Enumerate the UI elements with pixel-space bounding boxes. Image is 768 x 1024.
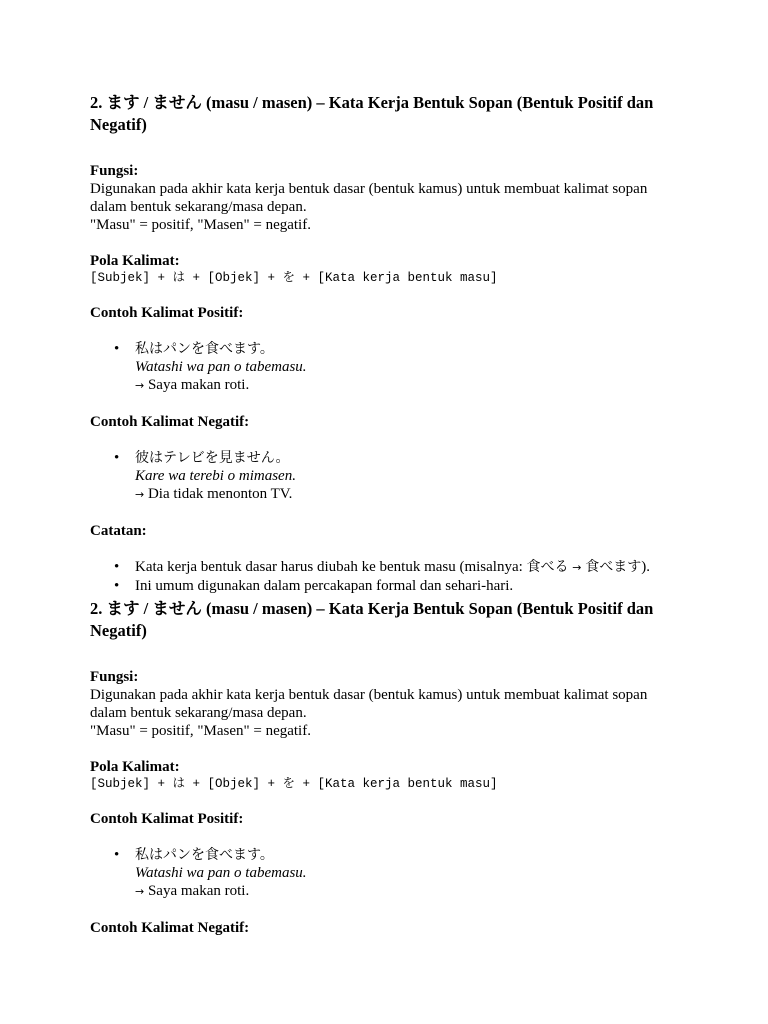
section-1 bbox=[90, 92, 680, 595]
pola-text: [Subjek] + は + [Objek] + を + [Kata kerja bentuk masu] bbox=[90, 777, 498, 791]
example-translation bbox=[135, 485, 680, 504]
section-2 bbox=[90, 598, 680, 955]
pola-label: Pola Kalimat: bbox=[90, 253, 180, 269]
translation-text: Saya makan roti. bbox=[147, 377, 250, 393]
arrow-icon: → bbox=[135, 488, 145, 501]
example-romaji: Kare wa terebi o mimasen. bbox=[135, 468, 296, 484]
negatif-list bbox=[90, 449, 680, 504]
pola-block bbox=[90, 252, 680, 286]
pola-block bbox=[90, 758, 680, 792]
pola-label: Pola Kalimat: bbox=[90, 759, 180, 775]
negatif-heading: Contoh Kalimat Negatif: bbox=[90, 920, 250, 936]
catatan-heading: Catatan: bbox=[90, 523, 147, 539]
example-romaji: Watashi wa pan o tabemasu. bbox=[135, 865, 307, 881]
arrow-icon: → bbox=[135, 379, 145, 392]
fungsi-note: "Masu" = positif, "Masen" = negatif. bbox=[90, 723, 311, 739]
example-japanese: • 彼はテレビを見ません。 bbox=[135, 450, 290, 466]
fungsi-block bbox=[90, 162, 680, 234]
positif-heading: Contoh Kalimat Positif: bbox=[90, 811, 244, 827]
example-translation bbox=[135, 882, 680, 901]
arrow-icon: → bbox=[572, 561, 582, 574]
list-item: • Ini umum digunakan dalam percakapan formal dan sehari-hari. bbox=[135, 577, 680, 595]
fungsi-block bbox=[90, 668, 680, 740]
list-item bbox=[135, 846, 680, 901]
example-romaji: Watashi wa pan o tabemasu. bbox=[135, 359, 307, 375]
catatan-from: 食べる bbox=[526, 559, 569, 575]
example-japanese: • 私はパンを食べます。 bbox=[135, 847, 274, 863]
example-translation bbox=[135, 376, 680, 395]
translation-text: Dia tidak menonton TV. bbox=[147, 486, 293, 502]
fungsi-text: Digunakan pada akhir kata kerja bentuk dasar (bentuk kamus) untuk membuat kalimat sopan dalam bentuk sekarang/masa depan. bbox=[90, 687, 648, 721]
catatan-suffix: ). bbox=[641, 559, 651, 575]
arrow-icon: → bbox=[135, 885, 145, 898]
positif-list bbox=[90, 340, 680, 395]
catatan-text: Kata kerja bentuk dasar harus diubah ke bentuk masu (misalnya: bbox=[135, 559, 527, 575]
pola-text: [Subjek] + は + [Objek] + を + [Kata kerja bentuk masu] bbox=[90, 271, 498, 285]
section-title: 2. ます / ません (masu / masen) – Kata Kerja Bentuk Sopan (Bentuk Positif dan Negatif) bbox=[90, 599, 654, 640]
list-item bbox=[135, 558, 680, 577]
list-item bbox=[135, 449, 680, 504]
example-japanese: • 私はパンを食べます。 bbox=[135, 341, 274, 357]
fungsi-note: "Masu" = positif, "Masen" = negatif. bbox=[90, 217, 311, 233]
translation-text: Saya makan roti. bbox=[147, 883, 250, 899]
negatif-heading: Contoh Kalimat Negatif: bbox=[90, 414, 250, 430]
fungsi-label: Fungsi: bbox=[90, 163, 139, 179]
positif-list bbox=[90, 846, 680, 901]
list-item bbox=[135, 340, 680, 395]
fungsi-text: Digunakan pada akhir kata kerja bentuk dasar (bentuk kamus) untuk membuat kalimat sopan dalam bentuk sekarang/masa depan. bbox=[90, 181, 648, 215]
fungsi-label: Fungsi: bbox=[90, 669, 139, 685]
section-title: 2. ます / ません (masu / masen) – Kata Kerja Bentuk Sopan (Bentuk Positif dan Negatif) bbox=[90, 93, 654, 134]
positif-heading: Contoh Kalimat Positif: bbox=[90, 305, 244, 321]
catatan-list bbox=[90, 558, 680, 595]
catatan-to: 食べます bbox=[585, 559, 642, 575]
